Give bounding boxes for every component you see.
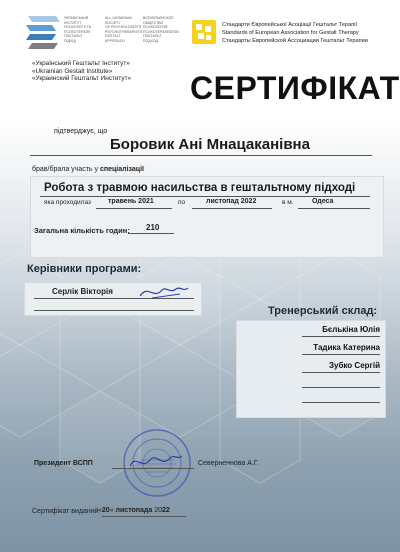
hours-label: Загальна кількість годин: (34, 226, 130, 235)
logo-text-english: ALL-UKRAINIAN SOCIETY OF PSYCHOLOGISTS PSYCHOTHERAPISTS GESTALT APPROACH (105, 16, 143, 43)
city-label: в м. (282, 199, 294, 206)
trainer-underline-4 (302, 387, 380, 388)
participation-label: брав/брала участь у спеціалізації (32, 166, 145, 173)
hours-underline (128, 233, 174, 234)
issued-underline (102, 516, 186, 517)
eagt-logo-icon (192, 20, 216, 44)
to-value: листопад 2022 (206, 198, 257, 205)
eagt-standards-text: Стандарти Європейської Асоціації Гештальт Терапії Standards of European Association for Gestalt Therapy Стандарты Европейской Ассоциации Гештальт Терапии (222, 22, 368, 44)
city-value: Одеса (312, 198, 334, 205)
president-signature-icon (126, 448, 186, 472)
city-underline (298, 208, 370, 209)
logo-text-russian: ВСЕУКРАИНСКОЕ ОБЩЕСТВО ПСИХОЛОГОВ ПСИХОТЕРАПЕВТОВ ГЕШТАЛЬТ ПОДХОД (143, 16, 179, 43)
to-label: по (178, 199, 186, 206)
leaders-heading: Керівники програми: (27, 263, 142, 275)
trainer-name-1: Бєлькіна Юлія (322, 325, 380, 334)
leader-underline-2 (34, 310, 194, 311)
to-underline (192, 208, 272, 209)
specialization-underline (40, 196, 370, 197)
issued-year-suffix: 22 (162, 507, 170, 514)
from-label: з (88, 199, 91, 206)
from-underline (96, 208, 172, 209)
hours-value: 210 (146, 223, 160, 232)
issued-day: 20 (101, 507, 110, 514)
certificate-title: СЕРТИФІКАТ (190, 70, 400, 106)
issued-date: «20» листопада 2022 (98, 507, 170, 514)
recipient-name: Боровик Ані Мнацаканівна (110, 136, 310, 153)
president-label: Президент ВСПП (34, 460, 93, 467)
trainer-underline-3 (302, 372, 380, 373)
confirms-label: підтверджує, що (54, 128, 108, 135)
trainer-underline-2 (302, 354, 380, 355)
trainer-name-3: Зубко Сергій (329, 361, 380, 370)
leader-signature-icon (136, 280, 192, 302)
logo-text-ukrainian: УКРАЇНСЬКИЙ ІНСТИТУТ ПСИХОЛОГІЇ ТА ПСИХОТЕРАПІЇ ГЕШТАЛЬТ ПІДХІД (64, 16, 92, 43)
name-underline (30, 155, 372, 156)
held-label: яка проходила (44, 199, 89, 206)
trainer-underline-1 (302, 336, 380, 337)
issued-month: листопада (115, 507, 153, 514)
trainers-heading: Тренерський склад: (268, 305, 378, 317)
issued-label: Сертифікат виданий (32, 508, 99, 515)
from-value: травень 2021 (108, 198, 154, 205)
leader-name: Серлік Вікторія (52, 287, 113, 296)
specialization-title: Робота з травмою насильства в гештальтному підході (44, 182, 356, 194)
institute-logo-icon (26, 14, 60, 52)
president-name: Северненнова А.Г. (198, 460, 259, 467)
issued-year-prefix: 20 (154, 507, 163, 514)
institute-name: «Український Гештальт Інститут» «Ukrainian Gestalt Institute» «Украинский Гештальт Институт» (32, 60, 132, 83)
trainer-underline-5 (302, 402, 380, 403)
trainer-name-2: Тадика Катерина (313, 343, 380, 352)
